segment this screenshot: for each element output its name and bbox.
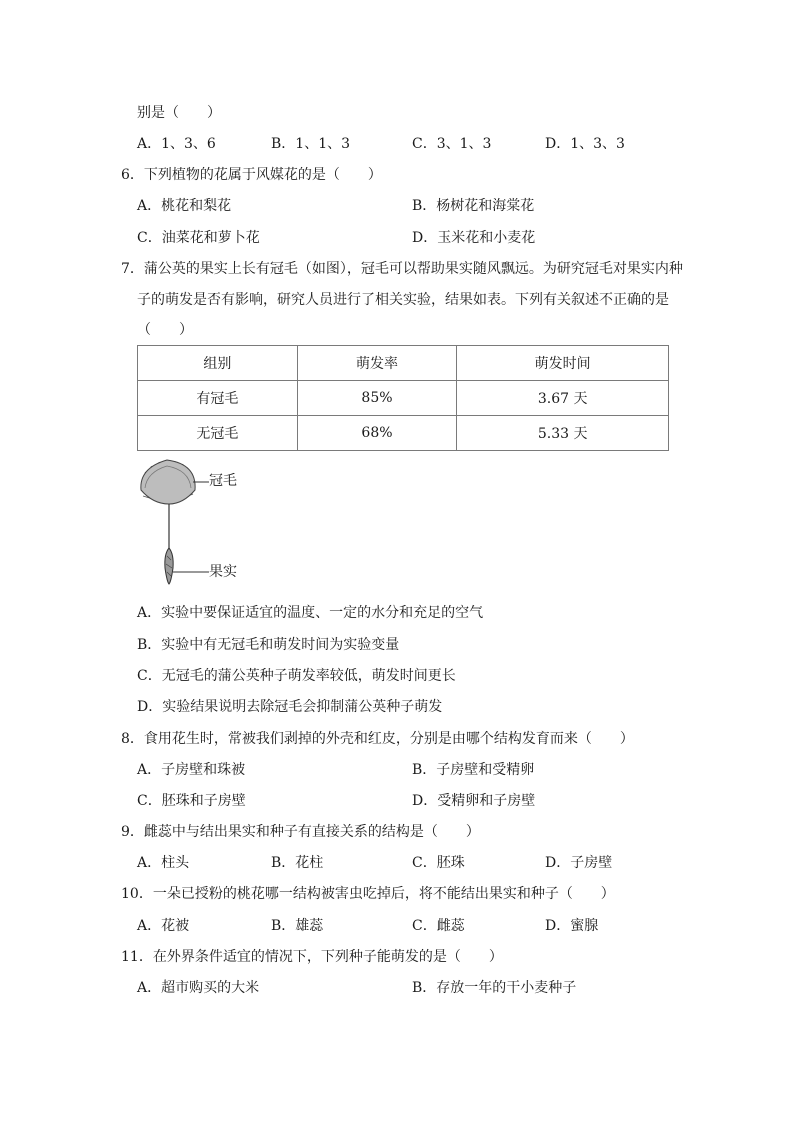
germination-table — [137, 345, 669, 451]
q5-option-a: A．1、3、6 — [137, 136, 216, 152]
q5-option-c: C．3、1、3 — [412, 136, 492, 152]
table-cell: 5.33 天 — [457, 416, 669, 451]
table-header-cell: 组别 — [138, 346, 298, 381]
table-cell: 3.67 天 — [457, 381, 669, 416]
q10-option-b: B．雄蕊 — [271, 918, 324, 934]
q10-stem: 10．一朵已授粉的桃花哪一结构被害虫吃掉后，将不能结出果实和种子（ ） — [121, 886, 615, 902]
q6-option-d: D．玉米花和小麦花 — [412, 230, 536, 246]
table-cell: 68% — [297, 416, 457, 451]
q11-option-b: B．存放一年的干小麦种子 — [412, 980, 577, 996]
q7-option-c: C．无冠毛的蒲公英种子萌发率较低，萌发时间更长 — [137, 668, 456, 684]
q7-stem-line3: （ ） — [137, 322, 193, 338]
dandelion-figure — [135, 458, 255, 588]
q8-stem: 8．食用花生时，常被我们剥掉的外壳和红皮，分别是由哪个结构发育而来（ ） — [121, 731, 634, 747]
fruit-label: 果实 — [209, 564, 237, 580]
q5-option-b: B．1、1、3 — [271, 136, 351, 152]
q8-option-c: C．胚珠和子房壁 — [137, 793, 246, 809]
q7-option-d: D．实验结果说明去除冠毛会抑制蒲公英种子萌发 — [137, 699, 443, 715]
dandelion-illustration — [135, 458, 255, 588]
table-cell: 85% — [297, 381, 457, 416]
q7-stem-line2: 子的萌发是否有影响，研究人员进行了相关实验，结果如表。下列有关叙述不正确的是 — [137, 292, 669, 308]
q9-stem: 9．雌蕊中与结出果实和种子有直接关系的结构是（ ） — [121, 824, 480, 840]
q6-option-b: B．杨树花和海棠花 — [412, 198, 535, 214]
table-row — [138, 416, 669, 451]
table-cell: 无冠毛 — [138, 416, 298, 451]
pappus-label: 冠毛 — [209, 473, 237, 489]
q5-stem-continuation: 别是（ ） — [137, 105, 221, 121]
q9-option-b: B．花柱 — [271, 855, 324, 871]
q5-option-d: D．1、3、3 — [545, 136, 625, 152]
q6-option-c: C．油菜花和萝卜花 — [137, 230, 260, 246]
q11-stem: 11．在外界条件适宜的情况下，下列种子能萌发的是（ ） — [121, 949, 503, 965]
q11-option-a: A．超市购买的大米 — [137, 980, 260, 996]
q9-option-c: C．胚珠 — [412, 855, 465, 871]
q8-option-a: A．子房壁和珠被 — [137, 762, 246, 778]
q10-option-d: D．蜜腺 — [545, 918, 599, 934]
table-cell: 有冠毛 — [138, 381, 298, 416]
table-row — [138, 381, 669, 416]
table-header-cell: 萌发时间 — [457, 346, 669, 381]
q8-option-b: B．子房壁和受精卵 — [412, 762, 535, 778]
q10-option-c: C．雌蕊 — [412, 918, 465, 934]
q7-option-b: B．实验中有无冠毛和萌发时间为实验变量 — [137, 637, 400, 653]
q10-option-a: A．花被 — [137, 918, 190, 934]
table-header-cell: 萌发率 — [297, 346, 457, 381]
table-header-row — [138, 346, 669, 381]
q6-stem: 6．下列植物的花属于风媒花的是（ ） — [121, 167, 382, 183]
q8-option-d: D．受精卵和子房壁 — [412, 793, 536, 809]
q9-option-a: A．柱头 — [137, 855, 190, 871]
q7-option-a: A．实验中要保证适宜的温度、一定的水分和充足的空气 — [137, 605, 484, 621]
q9-option-d: D．子房壁 — [545, 855, 613, 871]
q6-option-a: A．桃花和梨花 — [137, 198, 232, 214]
q7-stem-line1: 7．蒲公英的果实上长有冠毛（如图），冠毛可以帮助果实随风飘远。为研究冠毛对果实内种 — [121, 261, 683, 277]
